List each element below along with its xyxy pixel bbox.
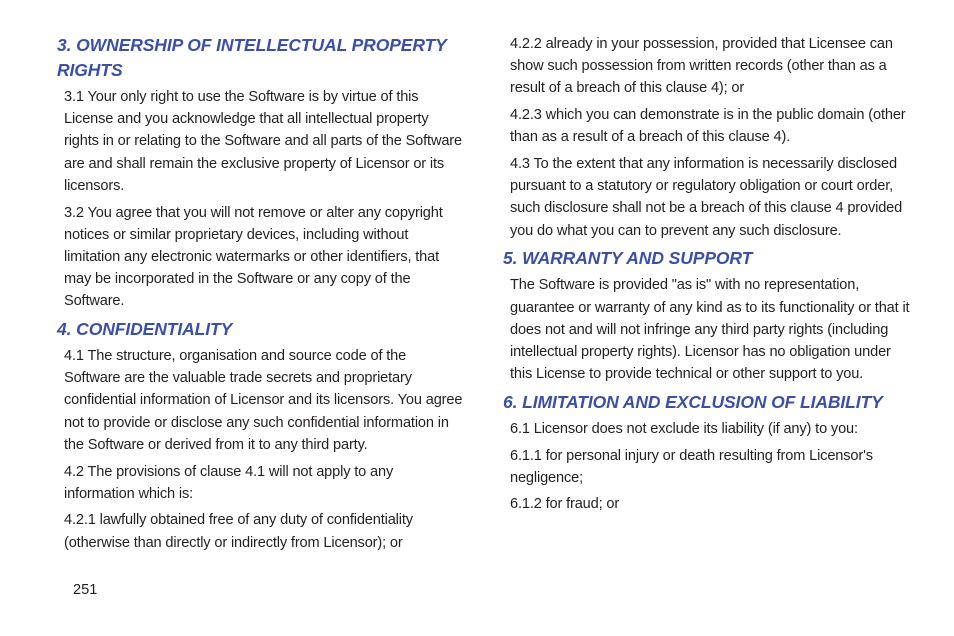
clause-4-2-1: 4.2.1 lawfully obtained free of any duty of confidentiality (otherwise than directly or indirectly from Licensor); or (64, 512, 413, 551)
clause-4-3: 4.3 To the extent that any information is necessarily disclosed pursuant to a statutory or regulatory obligation or court order, such disclosure shall not be a breach of this clause 4 provided you do what you can to prevent any such disclosure. (510, 156, 903, 239)
left-column (57, 33, 465, 558)
clause-6-1-2: 6.1.2 for fraud; or (510, 496, 620, 513)
section-5-heading: 5. WARRANTY AND SUPPORT (503, 248, 753, 269)
clause-6-1-1: 6.1.1 for personal injury or death resulting from Licensor's negligence; (510, 447, 873, 486)
clause-3-2: 3.2 You agree that you will not remove or alter any copyright notices or similar proprietary devices, including without limitation any electronic watermarks or other identifiers, that may be incorporated in the Software or any copy of the Software. (64, 204, 443, 310)
section-6-heading: 6. LIMITATION AND EXCLUSION OF LIABILITY (503, 391, 883, 412)
clause-4-2-2: 4.2.2 already in your possession, provided that Licensee can show such possession from written records (other than as a result of a breach of this clause 4); or (510, 36, 893, 97)
clause-6-1: 6.1 Licensor does not exclude its liability (if any) to you: (510, 420, 858, 437)
right-column (503, 33, 913, 520)
page-number: 251 (73, 582, 98, 598)
section-3-heading-line2: RIGHTS (57, 60, 123, 80)
section-5-body: The Software is provided "as is" with no representation, guarantee or warranty of any kind as to its functionality or that it does not and will not infringe any third party rights (including intellectual property rights). Licensor has no obligation under this License to provide technical or other support to you. (510, 277, 910, 383)
section-3-heading-line1: 3. OWNERSHIP OF INTELLECTUAL PROPERTY (57, 35, 447, 55)
section-3-heading (57, 33, 465, 83)
clause-4-2-3: 4.2.3 which you can demonstrate is in the public domain (other than as a result of a breach of this clause 4). (510, 107, 906, 146)
clause-4-1: 4.1 The structure, organisation and source code of the Software are the valuable trade secrets and proprietary confidential information of Licensor and its licensors. You agree not to provide or disclose any such confidential information in the Software or derived from it to any third party. (64, 348, 463, 453)
clause-4-2: 4.2 The provisions of clause 4.1 will not apply to any information which is: (64, 463, 394, 502)
clause-3-1: 3.1 Your only right to use the Software is by virtue of this License and you acknowledge that all intellectual property rights in or relating to the Software and all parts of the Software are and shall remain the exclusive property of Licensor or its licensors. (64, 89, 462, 194)
section-4-heading: 4. CONFIDENTIALITY (57, 319, 233, 340)
